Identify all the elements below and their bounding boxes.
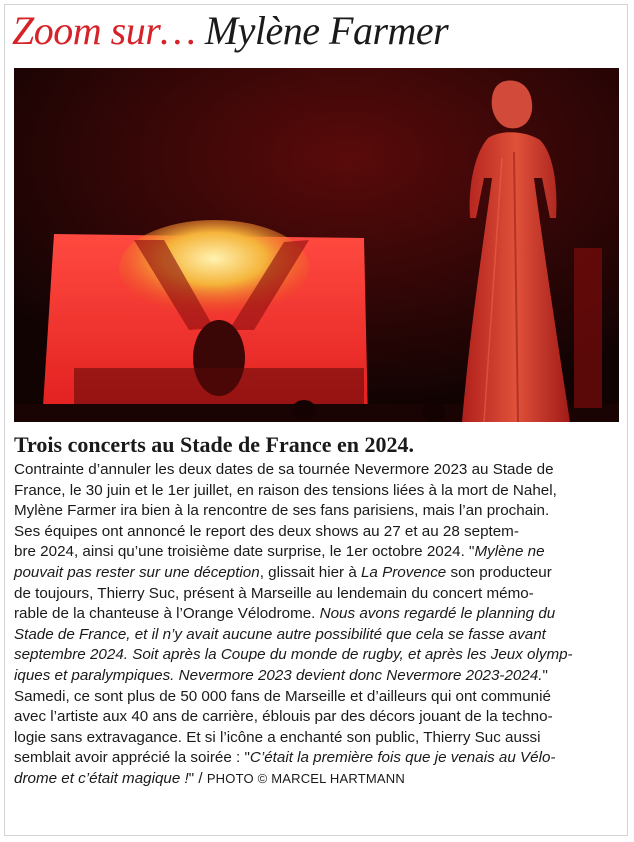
body-line (14, 748, 624, 769)
body-line (14, 522, 624, 543)
concert-photo (14, 68, 619, 422)
body-line (14, 666, 624, 687)
article-headline: Trois concerts au Stade de France en 2024. (14, 432, 415, 457)
section-kicker (12, 6, 448, 56)
body-text: rable de la chanteuse à l’Orange Vélodrome. (14, 605, 320, 623)
body-line (14, 687, 624, 708)
body-text: avec l’artiste aux 40 ans de carrière, éblouis par des décors jouant de la techno- (14, 708, 553, 726)
article-body (14, 460, 624, 790)
body-text: France, le 30 juin et le 1er juillet, en raison des tensions liées à la mort de Nahel, (14, 481, 557, 499)
body-text: " (542, 666, 548, 684)
body-text: Mylène Farmer ira bien à la rencontre de ses fans parisiens, mais l’an prochain. (14, 502, 550, 520)
body-text: logie sans extravagance. Et si l’icône a enchanté son public, Thierry Suc aussi (14, 728, 541, 746)
body-line (14, 563, 624, 584)
body-text: de toujours, Thierry Suc, présent à Marseille au lendemain du concert mémo- (14, 584, 534, 602)
body-text: semblait avoir apprécié la soirée : " (14, 749, 250, 767)
body-line (14, 707, 624, 728)
body-text: bre 2024, ainsi qu’une troisième date surprise, le 1er octobre 2024. " (14, 543, 475, 561)
quote-text: Stade de France, et il n’y avait aucune autre possibilité que cela se fasse avant (14, 625, 546, 643)
body-line (14, 460, 624, 481)
photo-credit: PHOTO © MARCEL HARTMANN (206, 770, 405, 786)
quote-text: La Provence (360, 563, 447, 581)
quote-text: C’était la première fois que je venais au Vélo- (249, 749, 556, 767)
body-text: Contrainte d’annuler les deux dates de sa tournée Nevermore 2023 au Stade de (14, 461, 554, 478)
quote-text: pouvait pas rester sur une déception (14, 563, 260, 581)
body-line (14, 625, 624, 646)
body-line (14, 728, 624, 749)
body-line (14, 542, 624, 563)
body-line (14, 481, 624, 502)
body-line (14, 501, 624, 522)
concert-photo-illustration (14, 68, 619, 422)
body-text: " / (188, 769, 207, 787)
quote-text: Nous avons regardé le planning du (319, 605, 556, 623)
body-text: , glissait hier à (259, 563, 361, 581)
quote-text: septembre 2024. Soit après la Coupe du monde de rugby, et après les Jeux olymp- (14, 646, 573, 664)
body-line (14, 769, 624, 790)
quote-text: iques et paralympiques. Nevermore 2023 devient donc Nevermore 2023-2024. (14, 666, 543, 684)
body-text: son producteur (446, 563, 552, 581)
body-line (14, 645, 624, 666)
body-text: Samedi, ce sont plus de 50 000 fans de Marseille et d’ailleurs qui ont communié (14, 687, 551, 705)
quote-text: drome et c’était magique ! (14, 769, 189, 787)
body-text: Ses équipes ont annoncé le report des deux shows au 27 et au 28 septem- (14, 522, 519, 540)
quote-text: Mylène ne (474, 543, 545, 561)
kicker-subject: Mylène Farmer (204, 8, 449, 53)
body-line (14, 604, 624, 625)
kicker-prefix: Zoom sur… (12, 8, 196, 53)
body-line (14, 584, 624, 605)
